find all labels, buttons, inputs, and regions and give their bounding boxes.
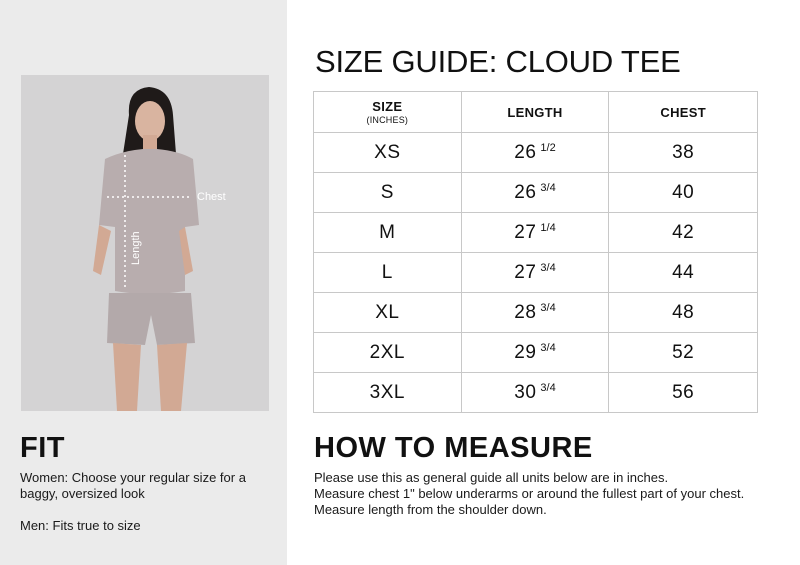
- fit-women-text: Women: Choose your regular size for a baggy, oversized look: [20, 470, 246, 501]
- measure-line: Measure chest 1" below underarms or around the fullest part of your chest.: [314, 486, 745, 501]
- cell-size: 2XL: [314, 333, 462, 373]
- length-fraction: 3/4: [540, 381, 556, 394]
- header-length: LENGTH: [461, 92, 609, 133]
- cell-chest: 42: [609, 213, 758, 253]
- length-fraction: 1/4: [540, 221, 556, 234]
- header-size-label: SIZE: [372, 99, 403, 114]
- size-table: [313, 91, 758, 413]
- left-panel: [0, 0, 287, 565]
- length-whole: 28: [514, 301, 537, 323]
- cell-length: [461, 333, 609, 373]
- how-to-measure-text: [314, 470, 774, 518]
- length-fraction: 1/2: [540, 141, 556, 154]
- page-title: SIZE GUIDE: CLOUD TEE: [315, 44, 681, 79]
- model-illustration: [21, 75, 269, 411]
- header-size: [314, 92, 462, 133]
- cell-chest: 48: [609, 293, 758, 333]
- fit-men-text: Men: Fits true to size: [20, 518, 141, 533]
- length-whole: 27: [514, 261, 537, 283]
- length-whole: 26: [514, 141, 537, 163]
- cell-size: XL: [314, 293, 462, 333]
- header-chest: CHEST: [609, 92, 758, 133]
- cell-size: S: [314, 173, 462, 213]
- cell-length: [461, 373, 609, 413]
- left-arm-shape: [93, 225, 111, 275]
- cell-length: [461, 253, 609, 293]
- how-to-measure-heading: HOW TO MEASURE: [314, 432, 593, 464]
- tee-shape: [99, 149, 199, 294]
- table-row: [314, 373, 758, 413]
- length-fraction: 3/4: [540, 341, 556, 354]
- header-size-unit: (INCHES): [366, 115, 409, 125]
- cell-chest: 38: [609, 133, 758, 173]
- cell-length: [461, 173, 609, 213]
- cell-chest: 44: [609, 253, 758, 293]
- right-leg-shape: [157, 343, 187, 411]
- length-fraction: 3/4: [540, 261, 556, 274]
- table-row: [314, 133, 758, 173]
- length-whole: 29: [514, 341, 537, 363]
- length-whole: 27: [514, 221, 537, 243]
- cell-chest: 56: [609, 373, 758, 413]
- cell-length: [461, 293, 609, 333]
- cell-chest: 52: [609, 333, 758, 373]
- length-whole: 30: [514, 381, 537, 403]
- table-row: [314, 333, 758, 373]
- table-row: [314, 253, 758, 293]
- cell-length: [461, 213, 609, 253]
- model-photo: [21, 75, 269, 411]
- table-row: [314, 293, 758, 333]
- measure-line: Please use this as general guide all units below are in inches.: [314, 470, 669, 485]
- fit-heading: FIT: [20, 432, 65, 464]
- left-leg-shape: [113, 343, 141, 411]
- cell-size: XS: [314, 133, 462, 173]
- table-row: [314, 213, 758, 253]
- length-fraction: 3/4: [540, 181, 556, 194]
- shorts-shape: [107, 293, 195, 345]
- cell-size: M: [314, 213, 462, 253]
- length-whole: 26: [514, 181, 537, 203]
- cell-size: L: [314, 253, 462, 293]
- length-fraction: 3/4: [540, 301, 556, 314]
- measure-line: Measure length from the shoulder down.: [314, 502, 547, 517]
- cell-chest: 40: [609, 173, 758, 213]
- chest-label: Chest: [197, 191, 226, 203]
- cell-size: 3XL: [314, 373, 462, 413]
- table-row: [314, 173, 758, 213]
- table-header-row: [314, 92, 758, 133]
- cell-length: [461, 133, 609, 173]
- length-label: Length: [130, 231, 142, 265]
